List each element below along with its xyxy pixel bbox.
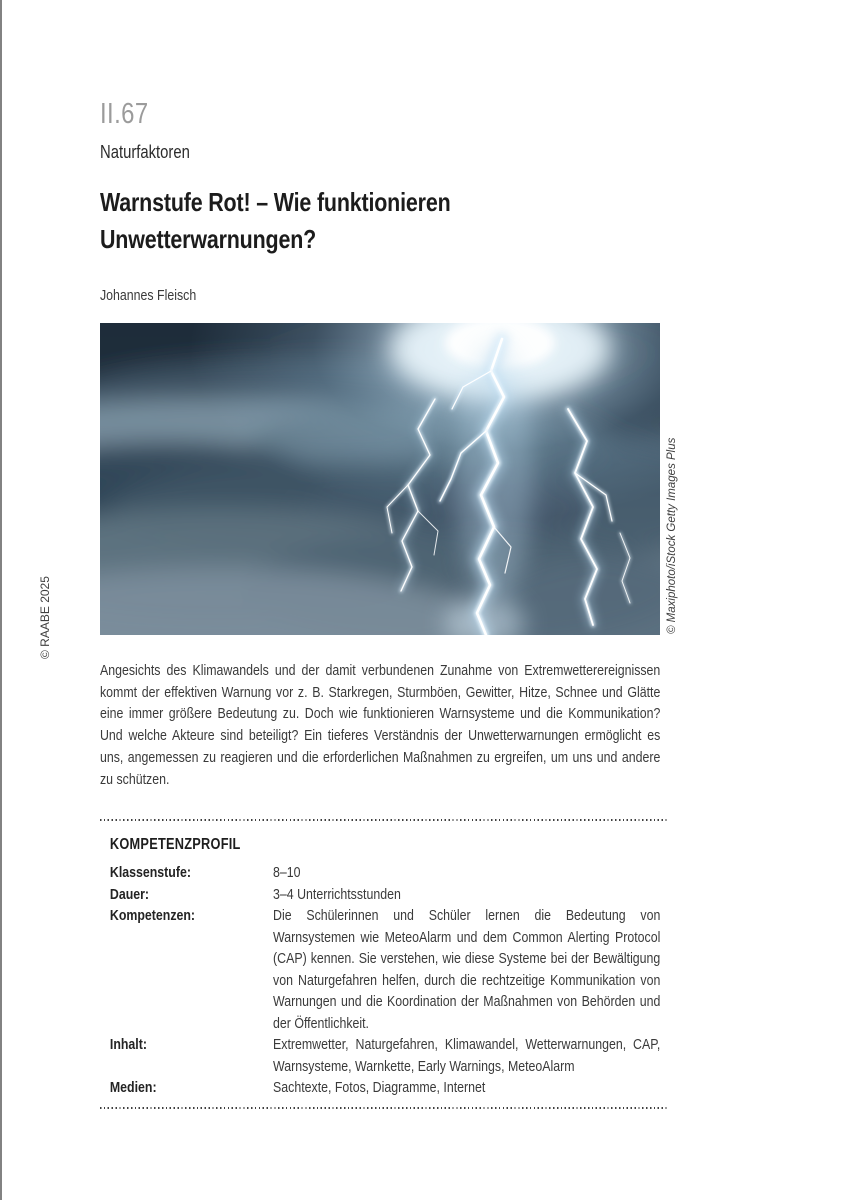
row-value-kompetenzen: Die Schülerinnen und Schüler lernen die Bedeutung von Warnsystemen wie MeteoAlarm und dem Common Alerting Protocol (CAP) kennen. Sie verstehen, wie diese Systeme bei der Bewältigung von Naturgefahren helfen, durch die rechtzeitige Kommunikation von Warnungen und die Koordination der Maßnahmen von Behörden und der Öffentlichkeit.: [273, 907, 661, 1032]
row-value-klassenstufe: 8–10: [273, 864, 301, 881]
page-header: [100, 98, 677, 328]
competence-profile-section: [100, 819, 668, 1109]
category-label: Naturfaktoren: [100, 142, 190, 162]
competence-profile-table: [110, 862, 662, 1099]
row-value-dauer: 3–4 Unterrichtsstunden: [273, 885, 401, 903]
row-label-inhalt: Inhalt:: [109, 1036, 147, 1053]
row-label-klassenstufe: Klassenstufe:: [109, 864, 191, 881]
dotted-rule-top: [100, 819, 668, 821]
publisher-copyright: © RAABE 2025: [38, 576, 52, 659]
competence-profile-heading: KOMPETENZPROFIL: [109, 836, 241, 853]
storm-photo-illustration: [100, 323, 660, 635]
intro-paragraph: Angesichts des Klimawandels und der damit verbundenen Zunahme von Extremwetterereignissen kommt der effektiven Warnung vor z. B. Starkregen, Sturmböen, Gewitter, Hitze, Schnee und Glätte eine immer größere Bedeutung zu. Doch wie funktionieren Warnsysteme und die Kommunikation? Und welche Akteure sind beteiligt? Ein tieferes Verständnis der Unwetterwarnungen ermöglicht es uns, angemessen zu reagieren und die erforderlichen Maßnahmen zu ergreifen, um uns und andere zu schützen.: [100, 662, 661, 788]
row-label-dauer: Dauer:: [109, 885, 150, 903]
photo-credit: © Maxiphoto/iStock Getty Images Plus: [666, 437, 678, 634]
storm-lightning-photo: [100, 323, 660, 635]
row-value-medien: Sachtexte, Fotos, Diagramme, Internet: [273, 1079, 486, 1096]
unit-code: II.67: [100, 98, 149, 130]
row-value-inhalt: Extremwetter, Naturgefahren, Klimawandel, Wetterwarnungen, CAP, Warnsysteme, Warnkette, Early Warnings, MeteoAlarm: [273, 1036, 661, 1075]
page-title: [100, 184, 450, 258]
row-label-kompetenzen: Kompetenzen:: [109, 907, 196, 924]
row-label-medien: Medien:: [109, 1079, 157, 1096]
dotted-rule-bottom: [100, 1107, 668, 1109]
page-title-line-1: Warnstufe Rot! – Wie funktionieren: [100, 187, 451, 217]
author-name: Johannes Fleisch: [100, 287, 197, 304]
page-title-line-2: Unwetterwarnungen?: [100, 224, 317, 254]
page-edge-line: [0, 0, 2, 1200]
